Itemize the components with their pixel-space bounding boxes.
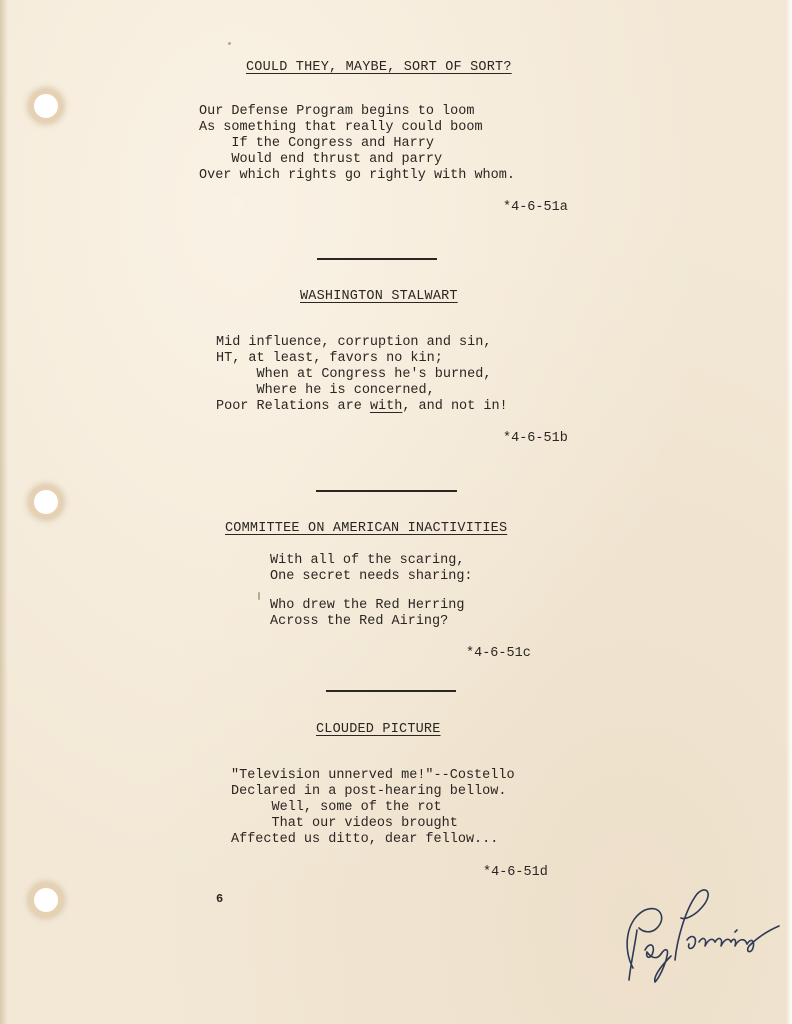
handwritten-signature [615, 880, 785, 990]
verse-line: Would end thrust and parry [199, 152, 443, 167]
verse-line: If the Congress and Harry [199, 136, 434, 151]
section-divider [316, 490, 457, 492]
verse-line: Declared in a post-hearing bellow. [231, 784, 507, 799]
verse-line: As something that really could boom [199, 120, 483, 135]
poem-title-2: WASHINGTON STALWART [300, 289, 458, 304]
verse-line: Well, some of the rot [231, 800, 442, 815]
verse-line: Affected us ditto, dear fellow... [231, 832, 499, 847]
poem-ref-3: *4-6-51c [466, 646, 531, 661]
poem-ref-4: *4-6-51d [483, 865, 548, 880]
emphasized-word: with [369, 399, 403, 414]
page-left-edge [0, 0, 8, 1024]
poem-3-verse [270, 553, 473, 585]
verse-line: Who drew the Red Herring [270, 598, 465, 613]
poem-title-4: CLOUDED PICTURE [316, 722, 441, 737]
verse-line: HT, at least, favors no kin; [216, 351, 443, 366]
verse-line: When at Congress he's burned, [216, 367, 492, 382]
verse-line: Our Defense Program begins to loom [199, 104, 475, 119]
verse-line: One secret needs sharing: [270, 569, 473, 584]
punch-hole-top [34, 94, 58, 118]
section-divider [317, 258, 437, 260]
verse-line: Mid influence, corruption and sin, [216, 335, 492, 350]
verse-line: With all of the scaring, [270, 553, 465, 568]
poem-3-verse-second-stanza [270, 598, 464, 630]
verse-line: Over which rights go rightly with whom. [199, 168, 515, 183]
poem-4-verse [231, 768, 515, 848]
poem-title-3: COMMITTEE ON AMERICAN INACTIVITIES [225, 521, 508, 536]
poem-1-verse [199, 104, 515, 184]
paper-speck [258, 592, 260, 600]
section-divider [326, 690, 456, 692]
verse-line: "Television unnerved me!"--Costello [231, 768, 515, 783]
verse-line: Poor Relations are [216, 399, 370, 414]
verse-line: That our videos brought [231, 816, 458, 831]
paper-speck [228, 42, 231, 45]
poem-ref-2: *4-6-51b [503, 431, 568, 446]
poem-2-verse [216, 335, 508, 415]
punch-hole-bottom [34, 888, 58, 912]
verse-line: Where he is concerned, [216, 383, 435, 398]
verse-line-end: , and not in! [402, 399, 508, 414]
page-number: 6 [216, 892, 224, 906]
poem-title-1: COULD THEY, MAYBE, SORT OF SORT? [246, 60, 512, 75]
page-right-edge [786, 0, 792, 1024]
poem-ref-1: *4-6-51a [503, 200, 568, 215]
verse-line: Across the Red Airing? [270, 614, 449, 629]
punch-hole-middle [34, 490, 58, 514]
